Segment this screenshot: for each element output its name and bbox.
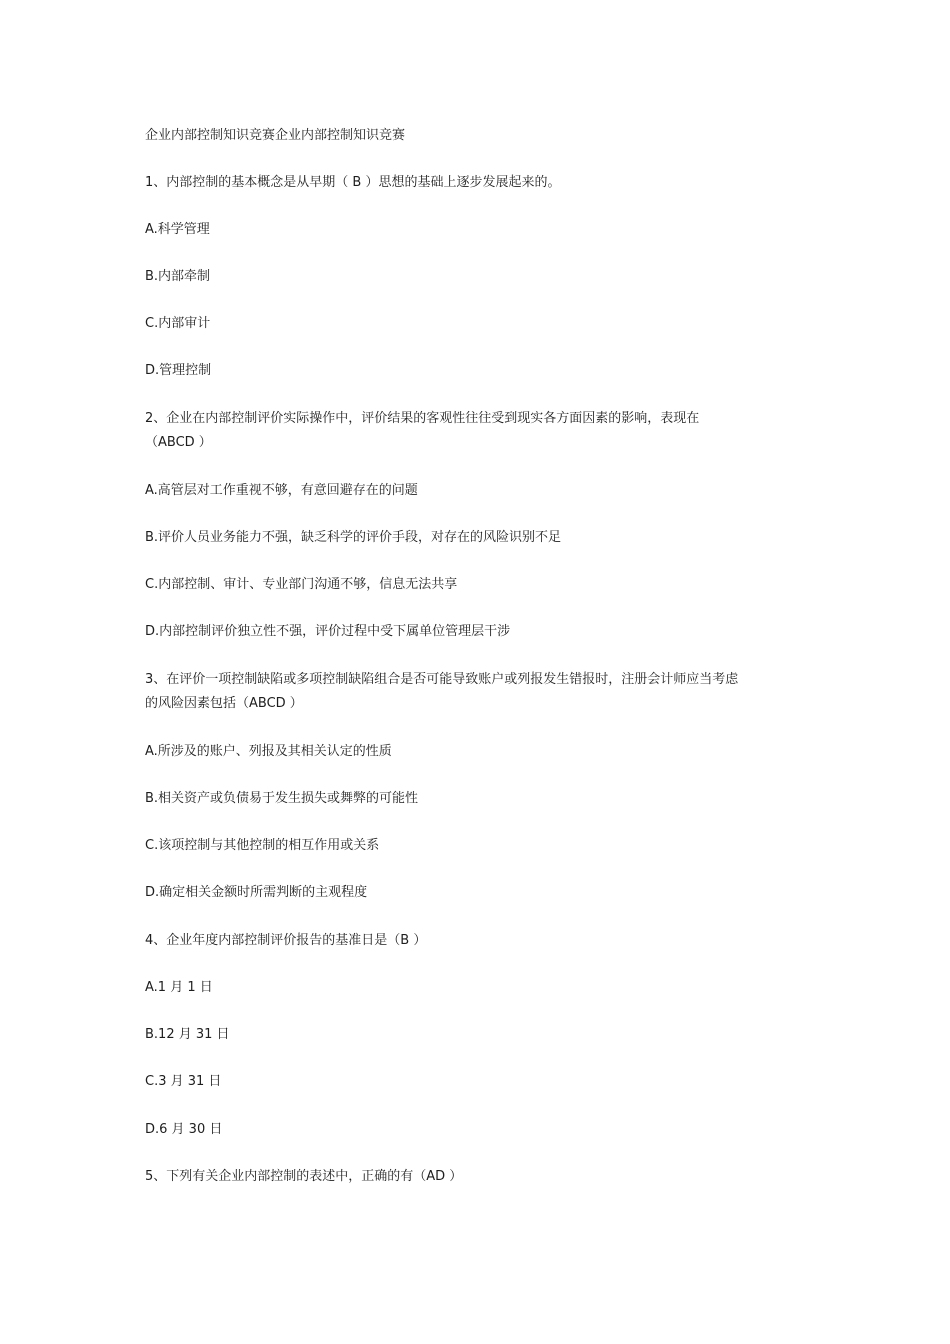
document-title: 企业内部控制知识竞赛企业内部控制知识竞赛 bbox=[145, 128, 406, 143]
question-2-option-d: D.内部控制评价独立性不强，评价过程中受下属单位管理层干涉 bbox=[145, 624, 511, 639]
question-1-option-a: A.科学管理 bbox=[145, 222, 210, 237]
question-5-text: 5、下列有关企业内部控制的表述中，正确的有（AD ） bbox=[145, 1169, 463, 1184]
question-2-option-c: C.内部控制、审计、专业部门沟通不够，信息无法共享 bbox=[145, 577, 458, 592]
question-4-option-d: D.6 月 30 日 bbox=[145, 1122, 223, 1137]
question-1-option-c: C.内部审计 bbox=[145, 316, 211, 331]
question-3-option-b: B.相关资产或负债易于发生损失或舞弊的可能性 bbox=[145, 791, 419, 806]
question-4-option-b: B.12 月 31 日 bbox=[145, 1027, 230, 1042]
question-3-option-a: A.所涉及的账户、列报及其相关认定的性质 bbox=[145, 744, 392, 759]
question-4-option-c: C.3 月 31 日 bbox=[145, 1074, 222, 1089]
question-1-text: 1、内部控制的基本概念是从早期（ B ）思想的基础上逐步发展起来的。 bbox=[145, 175, 561, 190]
question-2-text-line-1: 2、企业在内部控制评价实际操作中，评价结果的客观性往往受到现实各方面因素的影响，表现在 bbox=[145, 411, 700, 426]
question-3-text-line-2: 的风险因素包括（ABCD ） bbox=[145, 696, 303, 711]
question-2-text-line-2: （ABCD ） bbox=[145, 435, 212, 450]
question-4-option-a: A.1 月 1 日 bbox=[145, 980, 213, 995]
question-3-option-d: D.确定相关金额时所需判断的主观程度 bbox=[145, 885, 368, 900]
question-2-option-a: A.高管层对工作重视不够，有意回避存在的问题 bbox=[145, 483, 418, 498]
question-3-option-c: C.该项控制与其他控制的相互作用或关系 bbox=[145, 838, 380, 853]
question-4-text: 4、企业年度内部控制评价报告的基准日是（B ） bbox=[145, 933, 427, 948]
question-1-option-d: D.管理控制 bbox=[145, 363, 212, 378]
question-2-option-b: B.评价人员业务能力不强，缺乏科学的评价手段，对存在的风险识别不足 bbox=[145, 530, 562, 545]
question-3-text-line-1: 3、在评价一项控制缺陷或多项控制缺陷组合是否可能导致账户或列报发生错报时，注册会计师应当考虑 bbox=[145, 672, 739, 687]
question-1-option-b: B.内部牵制 bbox=[145, 269, 211, 284]
